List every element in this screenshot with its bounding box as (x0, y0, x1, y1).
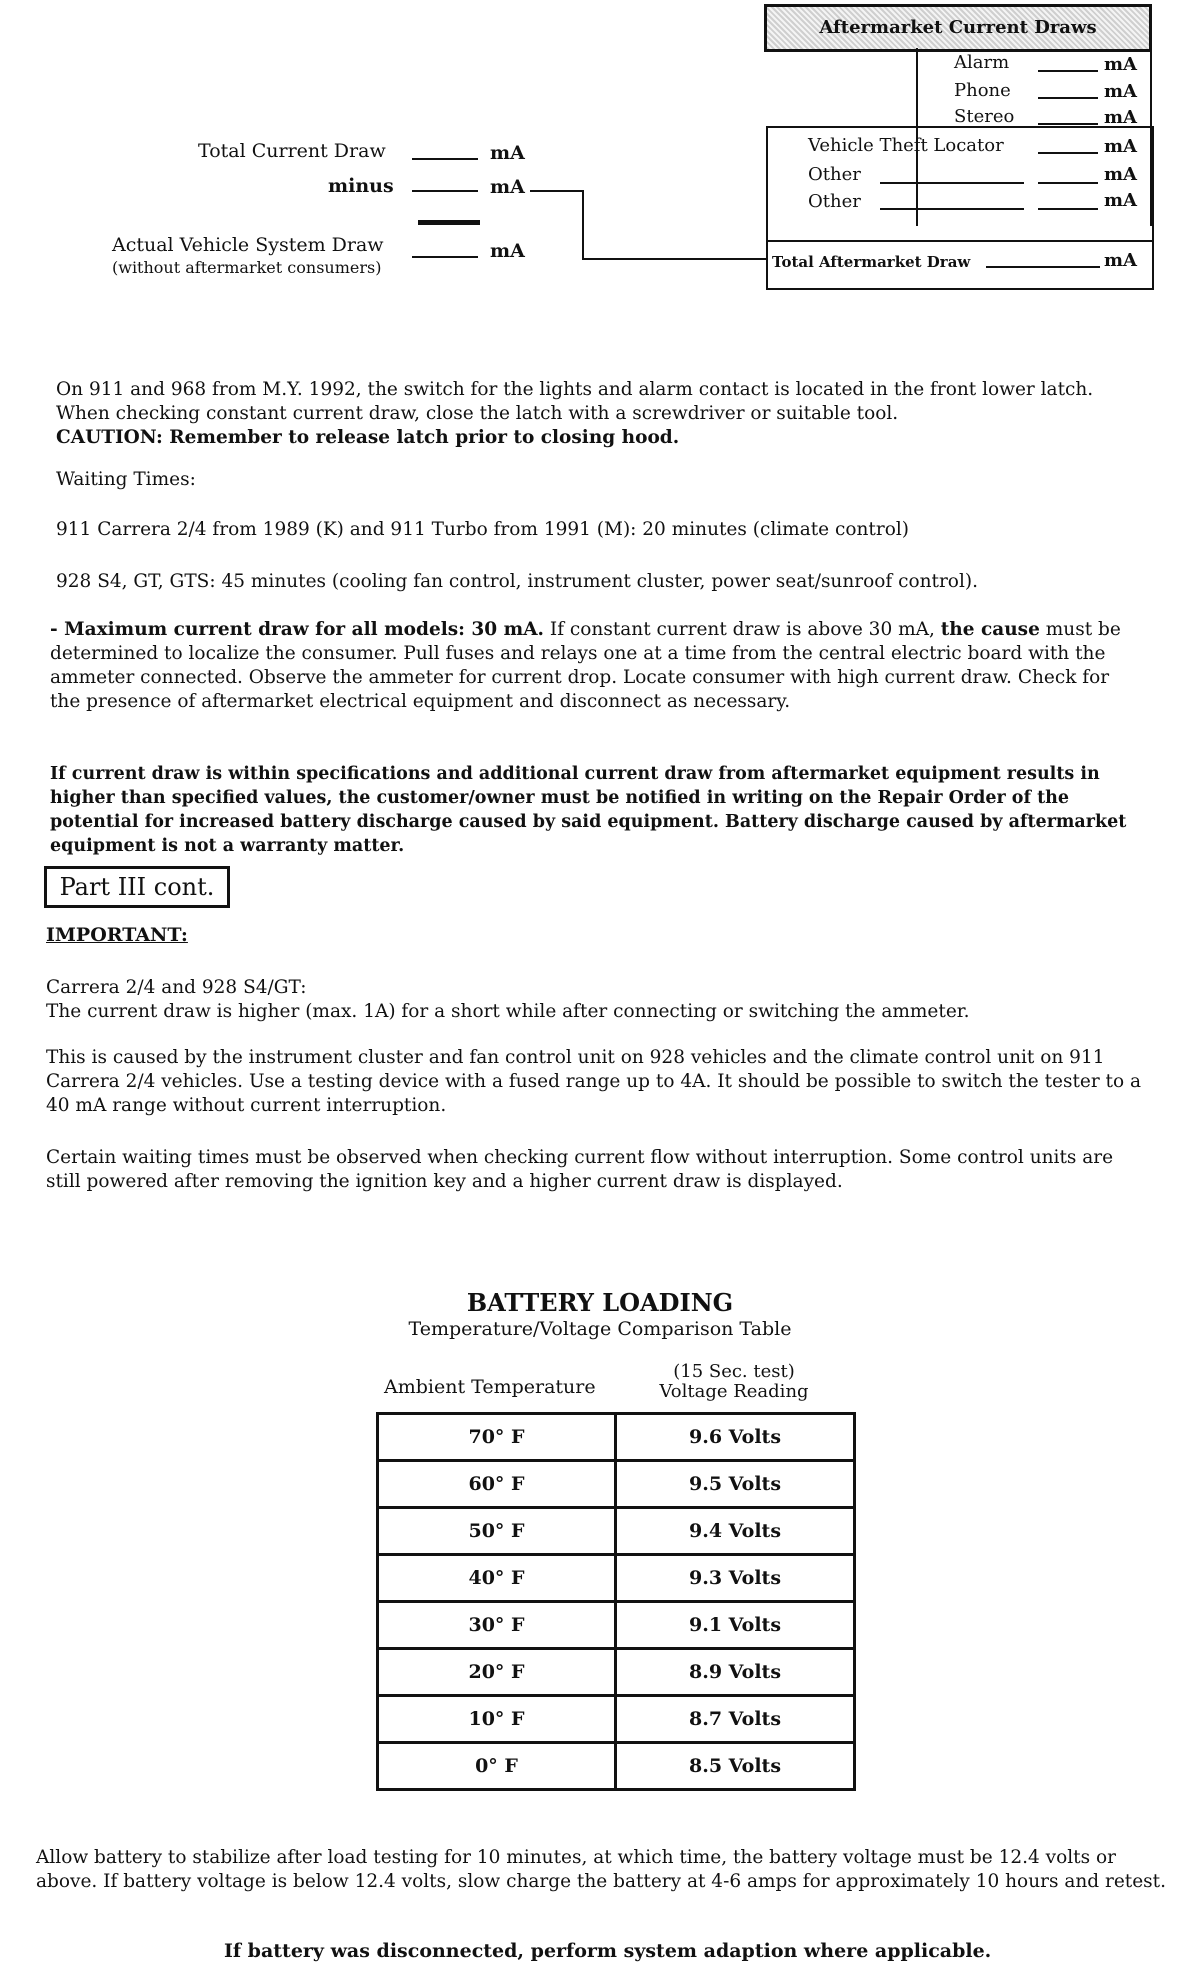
blank-line (1038, 152, 1098, 154)
important-current: The current draw is higher (max. 1A) for a short while after connecting or switching the ammeter. (46, 1001, 970, 1022)
voltage-cell: 8.7 Volts (616, 1696, 855, 1743)
unit-ma: mA (490, 240, 525, 262)
unit-ma: mA (490, 142, 525, 164)
latch-paragraph (56, 378, 1136, 450)
max-draw-bold-2: the cause (940, 619, 1040, 640)
connector-line (582, 190, 584, 260)
waiting-928: 928 S4, GT, GTS: 45 minutes (cooling fan control, instrument cluster, power seat/sunroof control). (56, 571, 978, 592)
blank-line (880, 208, 1024, 210)
adaption-note: If battery was disconnected, perform system adaption where applicable. (224, 1940, 992, 1962)
unit-ma: mA (490, 176, 525, 198)
unit-ma: mA (1104, 136, 1138, 157)
minus-label: minus (328, 175, 394, 197)
unit-ma: mA (1104, 81, 1138, 102)
table-row (378, 1555, 855, 1602)
max-draw-paragraph (50, 618, 1130, 714)
table-row (378, 1414, 855, 1461)
blank-line (1038, 208, 1098, 210)
voltage-cell: 9.4 Volts (616, 1508, 855, 1555)
table-row (378, 1696, 855, 1743)
col-ambient-temperature: Ambient Temperature (384, 1376, 596, 1398)
unit-ma: mA (1104, 54, 1138, 75)
important-paragraph-3: Certain waiting times must be observed when checking current flow without interruption. Some control units are still powered after removing the ignition key and a higher current draw is displayed. (46, 1147, 1114, 1192)
caution-text: CAUTION: Remember to release latch prior to closing hood. (56, 427, 680, 448)
temperature-cell: 10° F (378, 1696, 616, 1743)
am-item-theft-locator: Vehicle Theft Locator (808, 135, 1004, 156)
unit-ma: mA (1104, 107, 1138, 128)
voltage-cell: 9.1 Volts (616, 1602, 855, 1649)
col-voltage-test: (15 Sec. test) (673, 1361, 795, 1382)
am-total-label: Total Aftermarket Draw (772, 253, 971, 271)
part-label: Part III cont. (44, 866, 230, 908)
am-item-alarm: Alarm (954, 52, 1010, 73)
subtract-bar (418, 220, 480, 225)
blank-line (412, 256, 478, 258)
important-heading: IMPORTANT: (46, 924, 188, 946)
table-row (378, 1508, 855, 1555)
temperature-cell: 70° F (378, 1414, 616, 1461)
unit-ma: mA (1104, 164, 1138, 185)
am-item-stereo: Stereo (954, 106, 1015, 127)
col-voltage-reading (654, 1362, 814, 1402)
waiting-911: 911 Carrera 2/4 from 1989 (K) and 911 Turbo from 1991 (M): 20 minutes (climate control) (56, 519, 909, 540)
table-row (378, 1743, 855, 1790)
blank-line (1038, 70, 1098, 72)
temperature-cell: 0° F (378, 1743, 616, 1790)
temperature-cell: 30° F (378, 1602, 616, 1649)
battery-subtitle: Temperature/Voltage Comparison Table (408, 1318, 792, 1340)
max-draw-text-2: must be determined to localize the consumer. Pull fuses and relays one at a time from the central electric board with the ammeter connected. Observe the ammeter for current drop. Locate consumer with high current draw. Check for the presence of aftermarket electrical equipment and disconnect as necessary. (50, 619, 1121, 712)
blank-line (986, 266, 1100, 268)
warranty-paragraph: If current draw is within specifications and additional current draw from aftermarket equipment results in higher than specified values, the customer/owner must be notified in writing on the Repair Order of the potential for increased battery discharge caused by said equipment. Battery discharge caused by aftermarket equipment is not a warranty matter. (50, 764, 1127, 856)
important-models: Carrera 2/4 and 928 S4/GT: (46, 977, 307, 998)
blank-line (880, 182, 1024, 184)
important-paragraph-2: This is caused by the instrument cluster and fan control unit on 928 vehicles and the climate control unit on 911 Carrera 2/4 vehicles. Use a testing device with a fused range up to 4A. It should be possible to switch the tester to a 40 mA range without current interruption. (46, 1047, 1142, 1116)
table-row (378, 1602, 855, 1649)
am-item-other-2: Other (808, 191, 861, 212)
total-current-draw-label: Total Current Draw (198, 140, 386, 162)
temperature-cell: 60° F (378, 1461, 616, 1508)
max-draw-text: If constant current draw is above 30 mA, (544, 619, 941, 640)
table-row (378, 1461, 855, 1508)
battery-table (376, 1412, 856, 1791)
col-voltage-label: Voltage Reading (659, 1381, 809, 1402)
unit-ma: mA (1104, 190, 1138, 211)
connector-line (582, 258, 766, 260)
aftermarket-divider (766, 240, 1152, 242)
table-row (378, 1649, 855, 1696)
voltage-cell: 9.3 Volts (616, 1555, 855, 1602)
unit-ma: mA (1104, 250, 1138, 271)
blank-line (412, 158, 478, 160)
voltage-cell: 9.6 Volts (616, 1414, 855, 1461)
am-item-phone: Phone (954, 80, 1011, 101)
max-draw-bold: - Maximum current draw for all models: 30 mA. (50, 619, 544, 640)
temperature-cell: 20° F (378, 1649, 616, 1696)
battery-note: Allow battery to stabilize after load testing for 10 minutes, at which time, the battery voltage must be 12.4 volts or above. If battery voltage is below 12.4 volts, slow charge the battery at 4-6 amps for approximately 10 hours and retest. (36, 1847, 1166, 1892)
latch-text: On 911 and 968 from M.Y. 1992, the switch for the lights and alarm contact is located in the front lower latch. When checking constant current draw, close the latch with a screwdriver or suitable tool. (56, 379, 1094, 424)
blank-line (1038, 123, 1098, 125)
battery-title: BATTERY LOADING (466, 1288, 734, 1317)
temperature-cell: 40° F (378, 1555, 616, 1602)
connector-line (530, 190, 582, 192)
am-item-other-1: Other (808, 164, 861, 185)
voltage-cell: 9.5 Volts (616, 1461, 855, 1508)
voltage-cell: 8.5 Volts (616, 1743, 855, 1790)
aftermarket-title: Aftermarket Current Draws (764, 4, 1152, 52)
waiting-times-heading: Waiting Times: (56, 469, 196, 490)
blank-line (412, 190, 478, 192)
temperature-cell: 50° F (378, 1508, 616, 1555)
blank-line (1038, 97, 1098, 99)
blank-line (1038, 182, 1098, 184)
important-paragraph-1 (46, 976, 1146, 1024)
voltage-cell: 8.9 Volts (616, 1649, 855, 1696)
actual-draw-label: Actual Vehicle System Draw (112, 234, 384, 256)
actual-draw-sub: (without aftermarket consumers) (112, 258, 382, 277)
